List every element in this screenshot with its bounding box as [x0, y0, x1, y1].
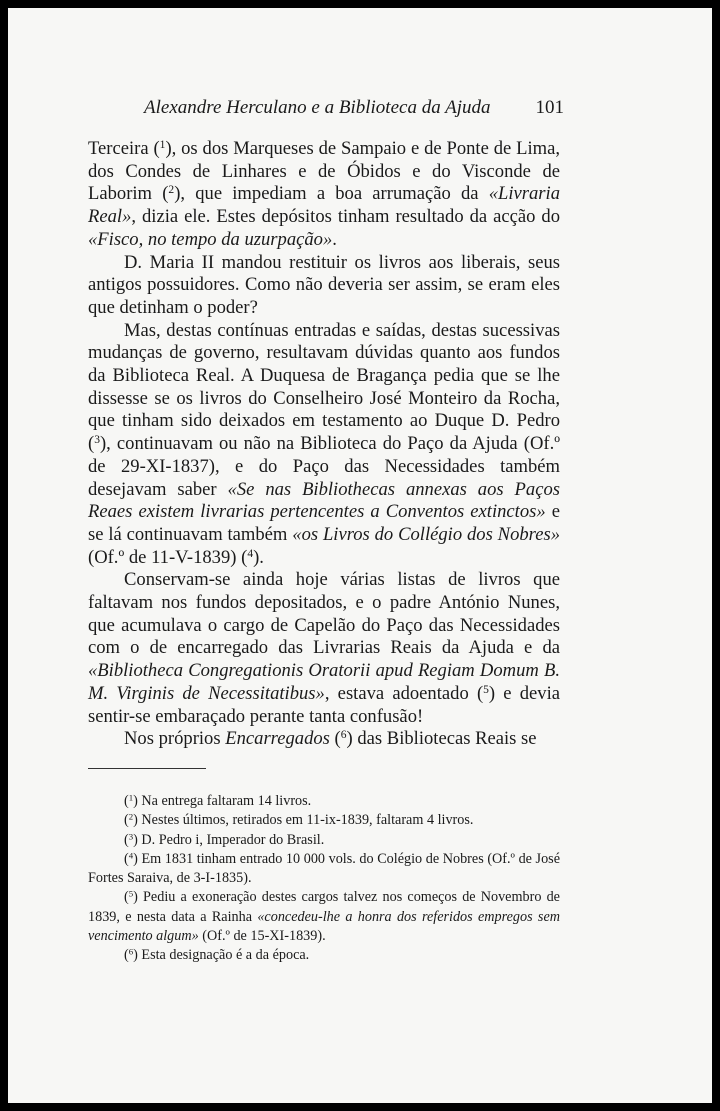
running-title: Alexandre Herculano e a Biblioteca da Ajuda: [144, 97, 491, 118]
footnote-ref[interactable]: 3: [94, 434, 100, 447]
footnote-ref[interactable]: 1: [159, 139, 166, 152]
footnote-ref[interactable]: 2: [168, 184, 175, 197]
footnote: ($^3$) D. Pedro i, Imperador do Brasil.: [124, 831, 325, 848]
book-page: [8, 8, 712, 1103]
paragraph-3: Mas, destas contínuas entradas e saídas, destas sucessivas mudanças de governo, resultavam dúvidas quanto aos fundos da Biblioteca Real. A Duquesa de Bragança pedia que se lhe dissesse se os livros do Conselheiro José Monteiro da Rocha, que tinham sido deixados em testamento ao Duque D. Pedro ($^3$), continuavam ou não na Biblioteca do Paço da Ajuda (Of.º de 29-XI-1837), e do Paço das Necessidades também desejavam saber «Se nas Bibliothecas annexas aos Paços Reaes existem livrarias pertencentes a Conventos extinctos» e se lá continuavam também «os Livros do Collégio dos Nobres» (Of.º de 11-V-1839) ($^4$).: [88, 319, 560, 568]
paragraph-5: Nos próprios Encarregados ($^6$) das Bibliotecas Reais se: [124, 728, 537, 750]
footnote-ref[interactable]: 6: [340, 729, 347, 742]
main-text: [88, 138, 560, 751]
paragraph-4: Conservam-se ainda hoje várias listas de livros que faltavam nos fundos depositados, e o padre António Nunes, que acumulava o cargo de Capelão do Paço das Necessidades com o de encarregado das Livrarias Reais da Ajuda e da «Bibliotheca Congregationis Oratorii apud Regiam Domum B. M. Virginis de Necessitatibus», estava adoentado ($^5$) e devia sentir-se embaraçado perante tanta confusão!: [88, 569, 561, 727]
paragraph-1: Terceira ($^1$), os dos Marqueses de Sampaio e de Ponte de Lima, dos Condes de Linhares e de Óbidos e do Visconde de Laborim ($^2$), que impediam a boa arrumação da «Livraria Real», dizia ele. Estes depósitos tinham resultado da acção do «Fisco, no tempo da uzurpação».: [88, 138, 560, 250]
page-number: 101: [535, 97, 564, 118]
footnote: ($^6$) Esta designação é a da época.: [124, 946, 310, 964]
footnote-divider: [88, 768, 206, 769]
footnote-ref[interactable]: 5: [483, 684, 489, 697]
footnote: ($^1$) Na entrega faltaram 14 livros.: [124, 792, 312, 809]
footnote: ($^2$) Nestes últimos, retirados em 11-ix-1839, faltaram 4 livros.: [124, 811, 474, 829]
footnote: ($^4$) Em 1831 tinham entrado 10 000 vols. do Colégio de Nobres (Of.º de José Fortes Saraiva, de 3-I-1835).: [88, 850, 560, 887]
running-header: [144, 96, 564, 120]
footnote-ref[interactable]: 4: [247, 547, 254, 560]
paragraph-2: D. Maria II mandou restituir os livros aos liberais, seus antigos possuidores. Como não deveria ser assim, se eram eles que detinham o poder?: [88, 251, 560, 318]
footnotes: [88, 792, 560, 966]
footnote: ($^5$) Pediu a exoneração destes cargos talvez nos começos de Novembro de 1839, e nesta data a Rainha «concedeu-lhe a honra dos referidos empregos sem vencimento algum» (Of.º de 15-XI-1839).: [88, 889, 560, 945]
